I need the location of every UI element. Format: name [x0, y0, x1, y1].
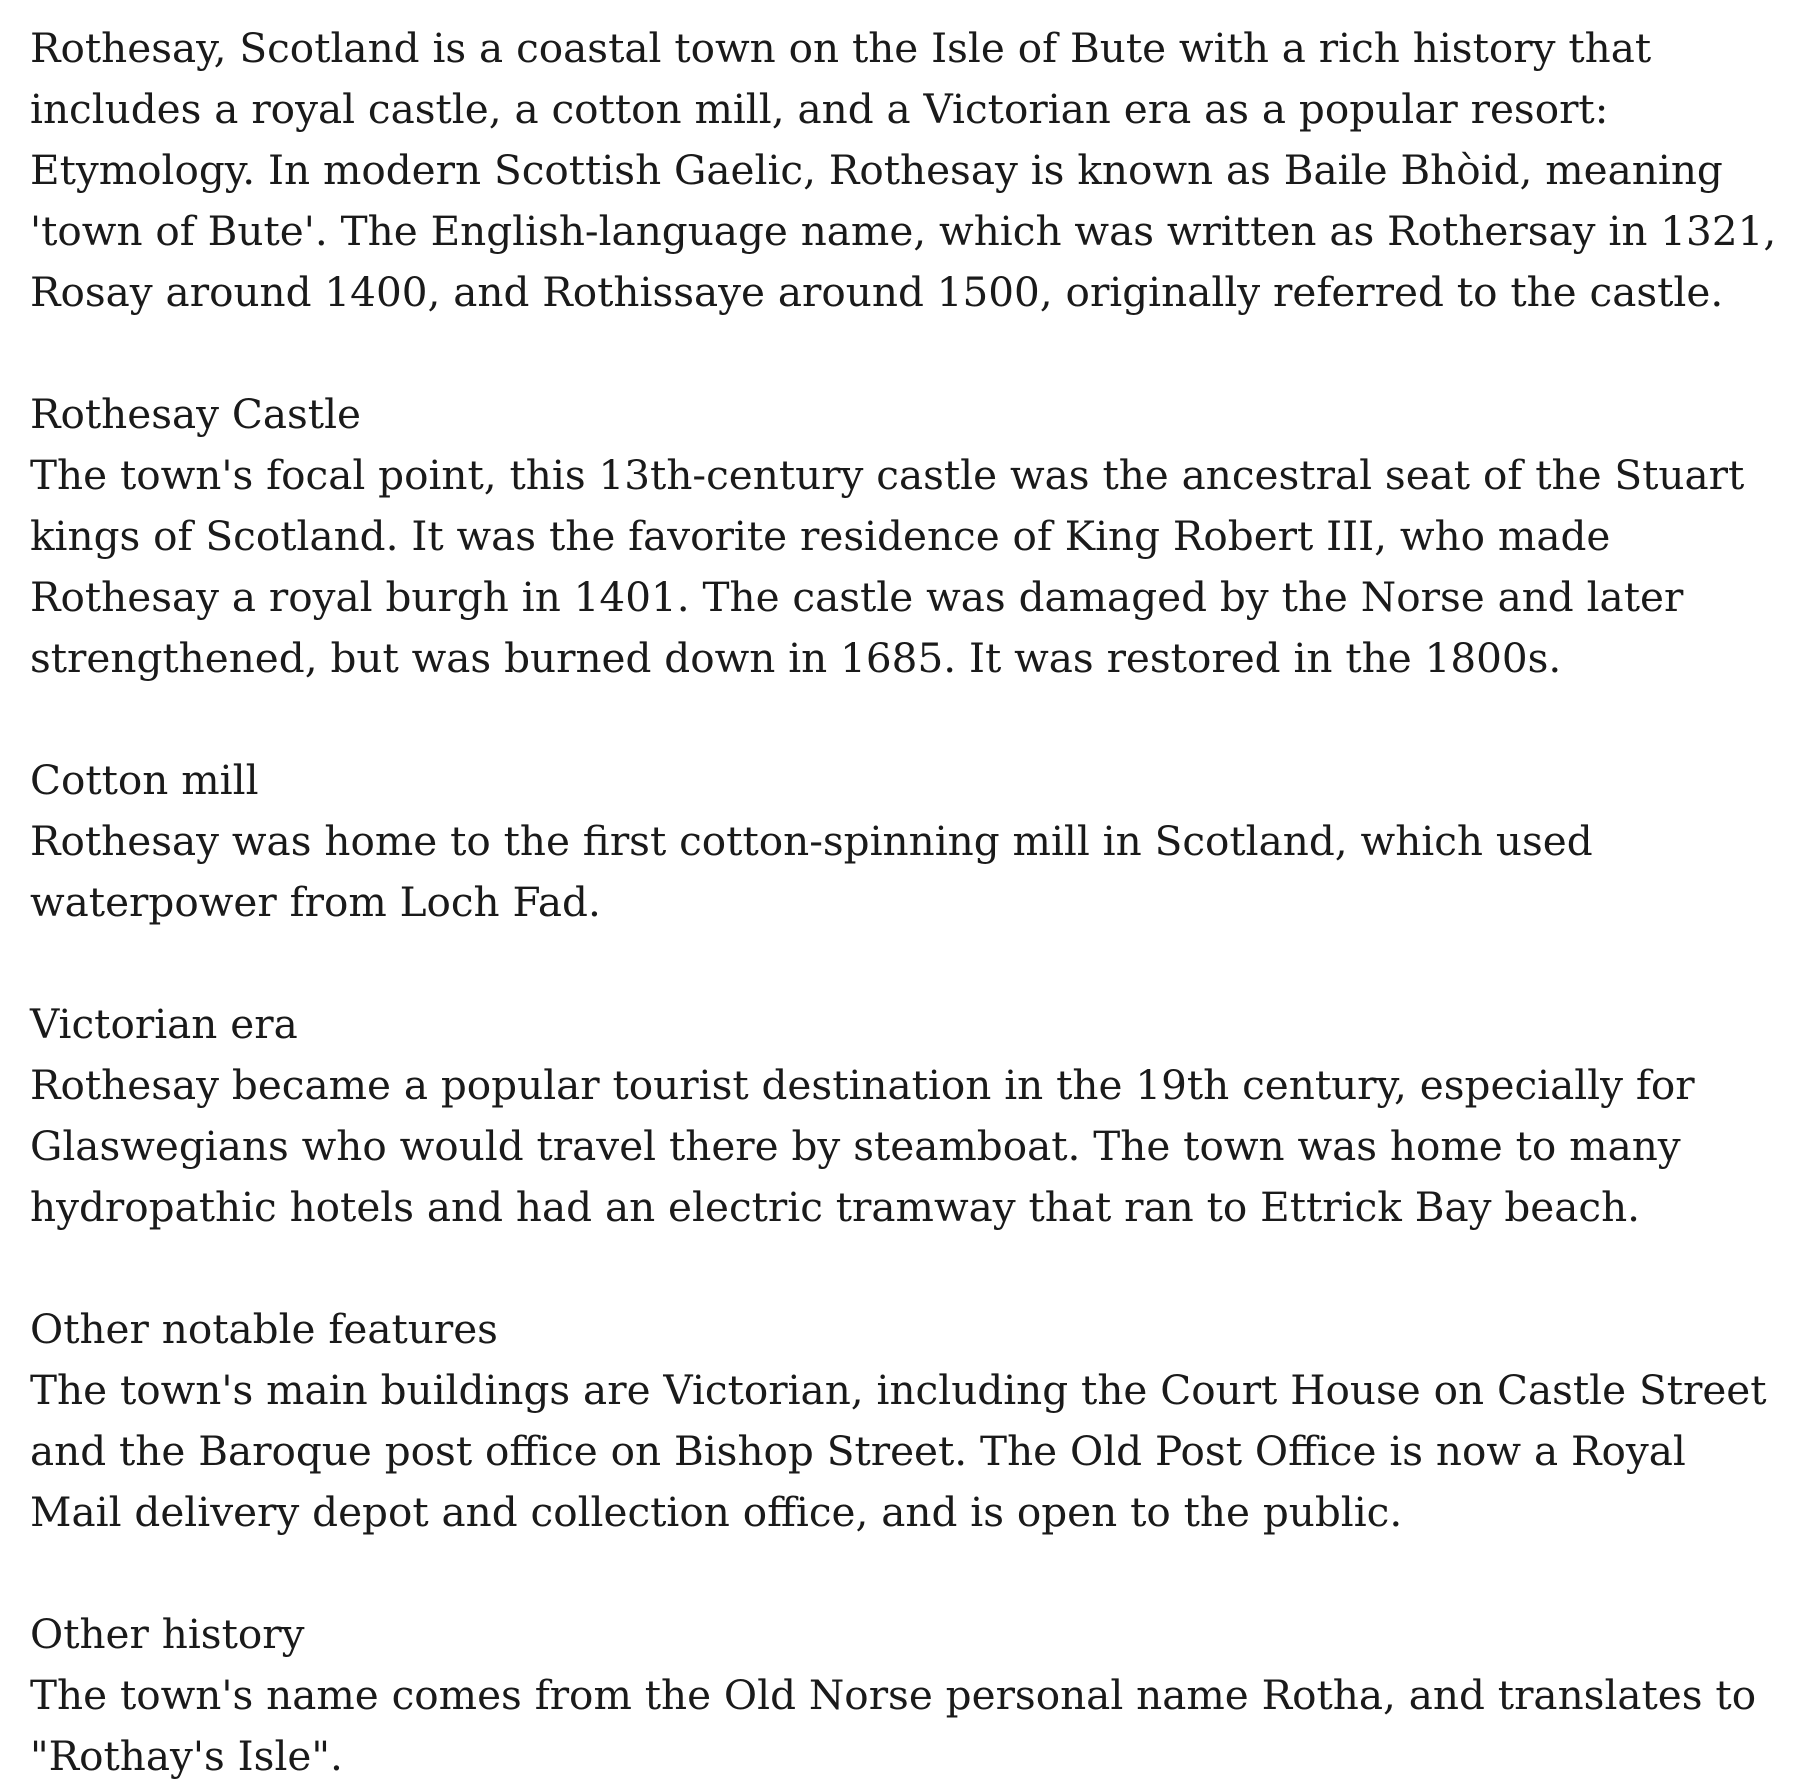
text-line: waterpower from Loch Fad.	[30, 878, 601, 926]
section-rothesay-castle	[30, 384, 1770, 689]
section-heading: Victorian era	[30, 1000, 298, 1048]
section-other-notable-features	[30, 1299, 1770, 1543]
text-line: Glaswegians who would travel there by steamboat. The town was home to many	[30, 1122, 1681, 1170]
paragraph-gap	[30, 933, 1770, 994]
text-line: includes a royal castle, a cotton mill, and a Victorian era as a popular resort:	[30, 85, 1609, 133]
text-line: Rothesay was home to the first cotton-spinning mill in Scotland, which used	[30, 817, 1593, 865]
text-line: Rothesay became a popular tourist destination in the 19th century, especially for	[30, 1061, 1695, 1109]
section-heading: Cotton mill	[30, 756, 259, 804]
text-line: kings of Scotland. It was the favorite residence of King Robert III, who made	[30, 512, 1611, 560]
section-heading: Other notable features	[30, 1305, 498, 1353]
section-heading: Rothesay Castle	[30, 390, 362, 438]
paragraph-gap	[30, 1238, 1770, 1299]
text-line: "Rothay's Isle".	[30, 1732, 343, 1780]
section-other-history	[30, 1604, 1770, 1787]
text-line: and the Baroque post office on Bishop Street. The Old Post Office is now a Royal	[30, 1427, 1686, 1475]
text-line: Mail delivery depot and collection office, and is open to the public.	[30, 1488, 1403, 1536]
text-line: Rothesay a royal burgh in 1401. The castle was damaged by the Norse and later	[30, 573, 1684, 621]
text-line: 'town of Bute'. The English-language name, which was written as Rothersay in 1321,	[30, 207, 1777, 255]
intro-paragraph	[30, 18, 1777, 323]
paragraph-gap	[30, 323, 1770, 384]
text-line: hydropathic hotels and had an electric tramway that ran to Ettrick Bay beach.	[30, 1183, 1641, 1231]
section-heading: Other history	[30, 1610, 305, 1658]
section-cotton-mill	[30, 750, 1770, 933]
paragraph-gap	[30, 1543, 1770, 1604]
section-victorian-era	[30, 994, 1770, 1238]
text-line: The town's name comes from the Old Norse personal name Rotha, and translates to	[30, 1671, 1757, 1719]
text-line: The town's main buildings are Victorian, including the Court House on Castle Street	[30, 1366, 1767, 1414]
text-line: Etymology. In modern Scottish Gaelic, Rothesay is known as Baile Bhòid, meaning	[30, 146, 1723, 194]
text-line: Rothesay, Scotland is a coastal town on the Isle of Bute with a rich history that	[30, 24, 1652, 72]
text-line: Rosay around 1400, and Rothissaye around 1500, originally referred to the castle.	[30, 268, 1724, 316]
text-line: strengthened, but was burned down in 1685. It was restored in the 1800s.	[30, 634, 1562, 682]
paragraph-gap	[30, 689, 1770, 750]
text-line: The town's focal point, this 13th-century castle was the ancestral seat of the Stuart	[30, 451, 1745, 499]
